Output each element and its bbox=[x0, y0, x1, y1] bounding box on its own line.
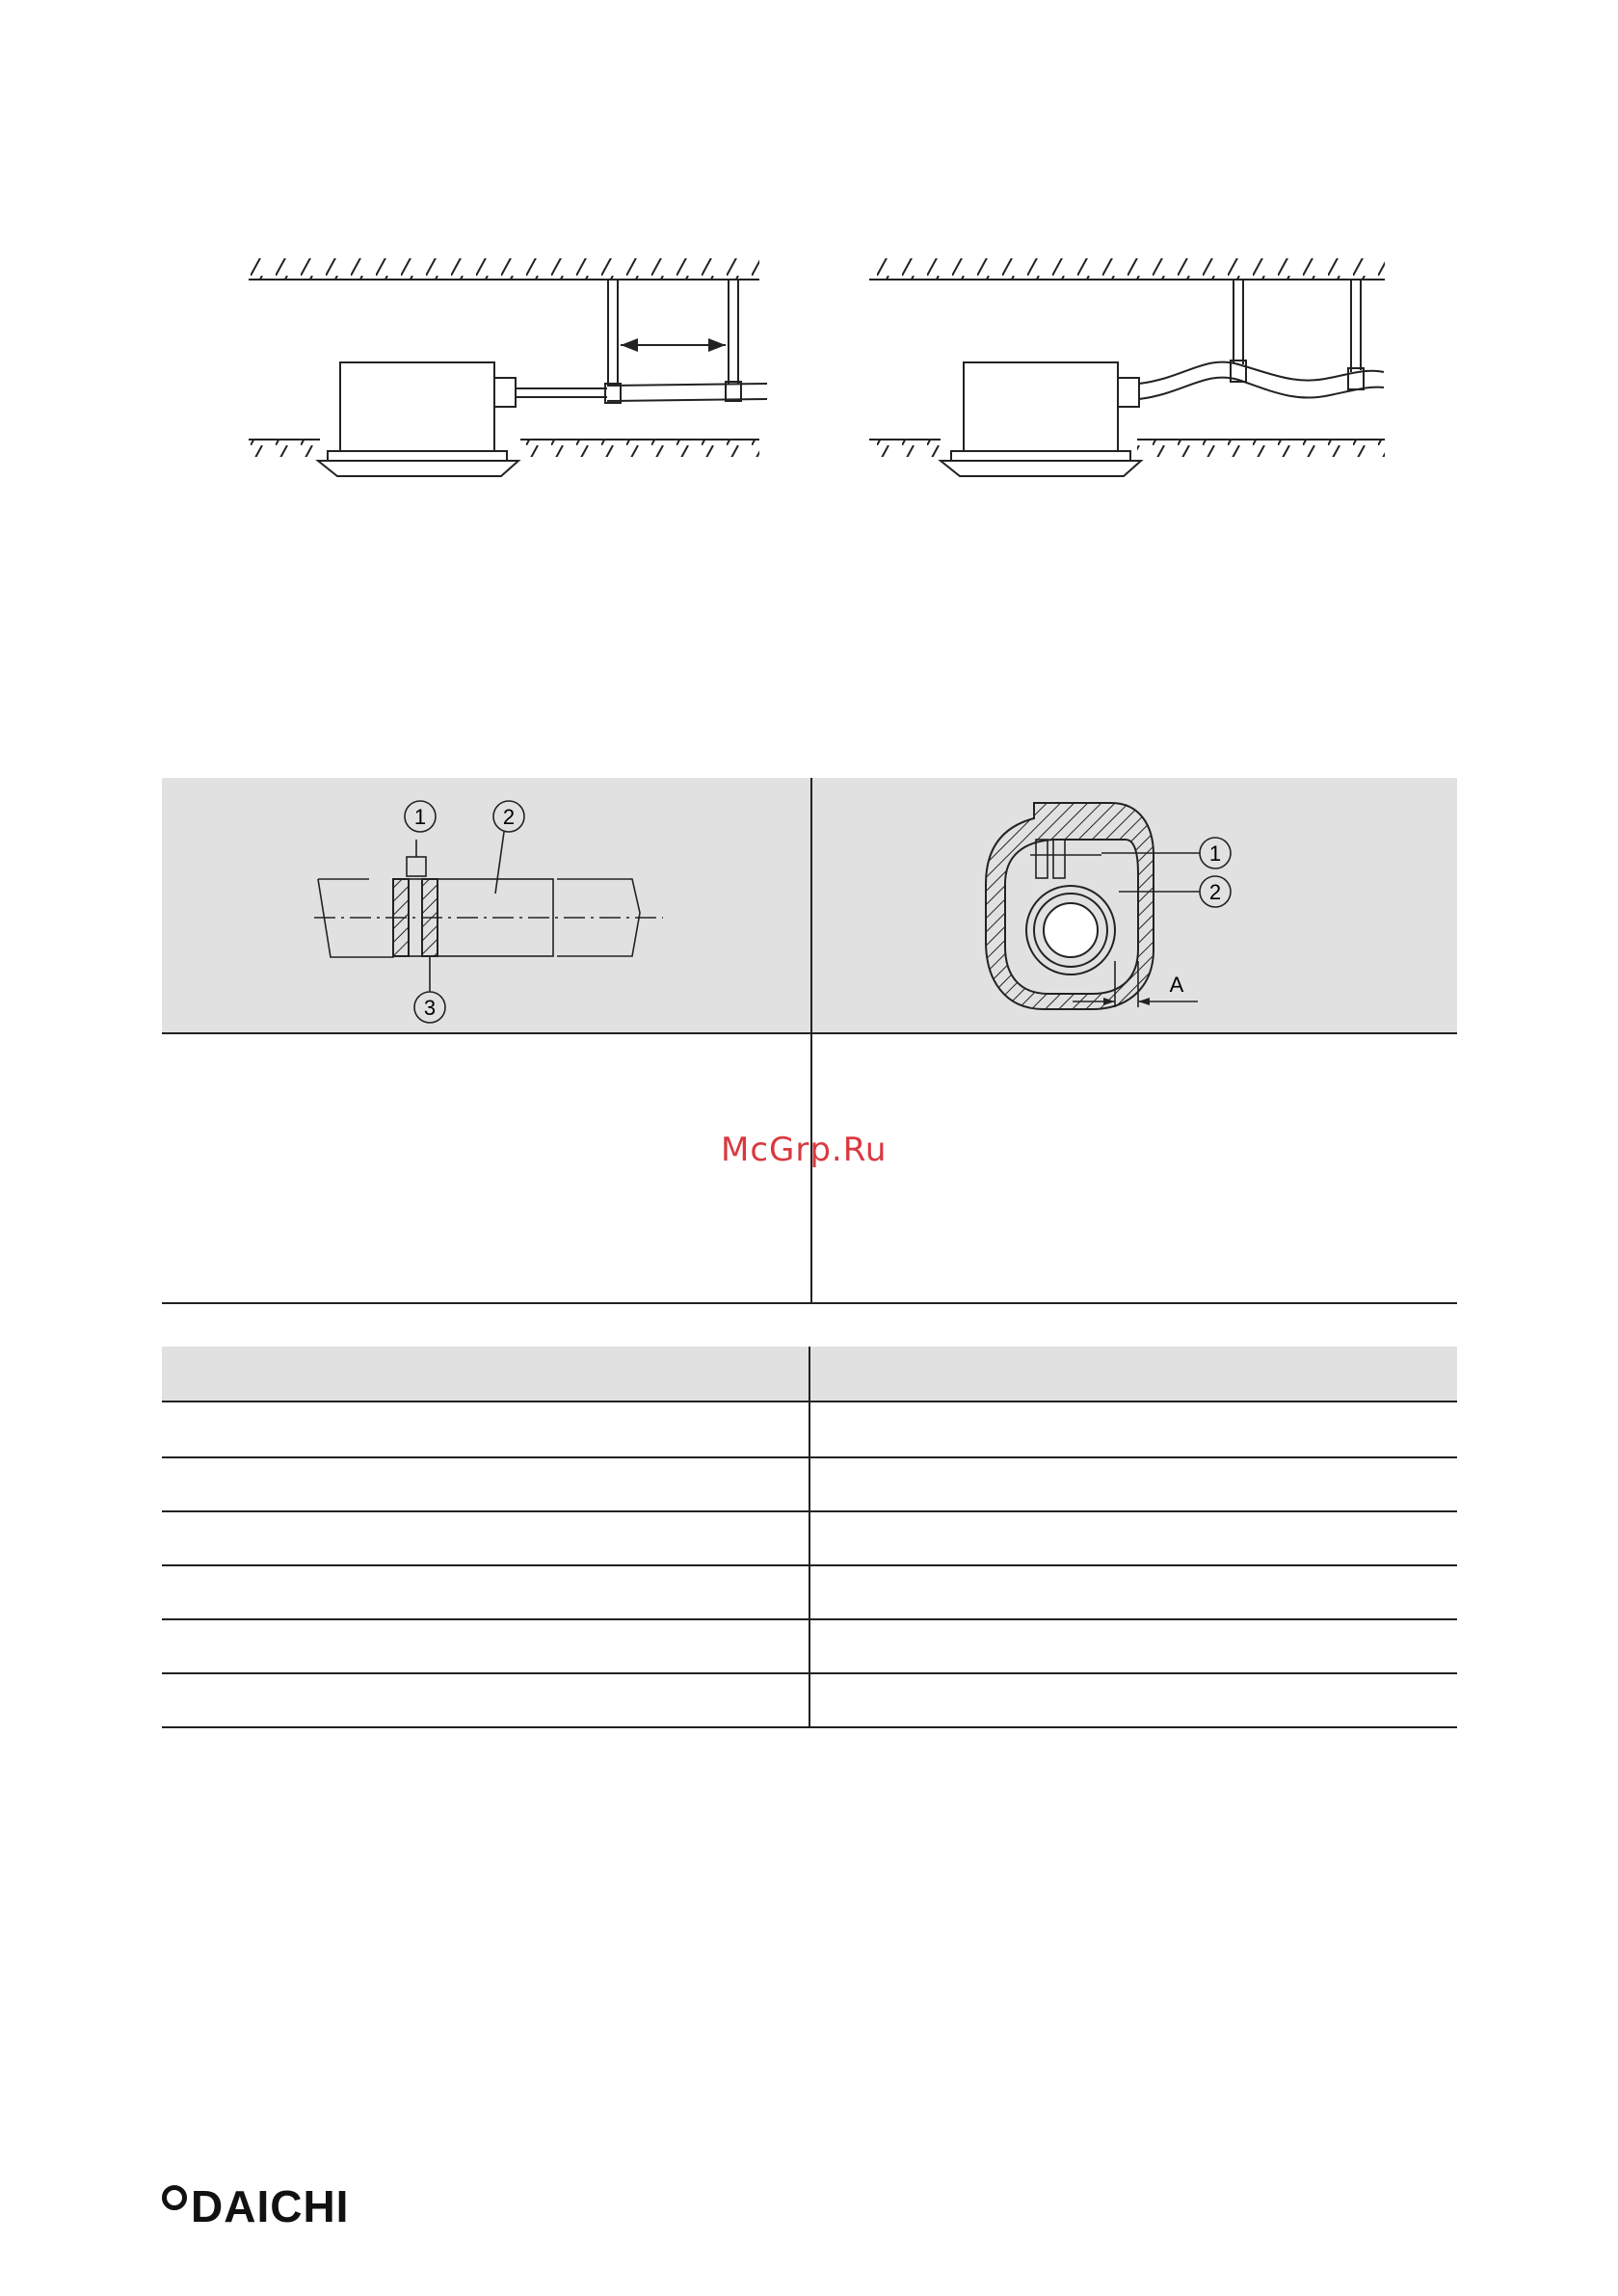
table-row bbox=[162, 1564, 1457, 1620]
table-cell bbox=[810, 1672, 1457, 1726]
brand-logo bbox=[162, 2180, 349, 2232]
figure-text-left bbox=[162, 1034, 812, 1304]
table-cell bbox=[162, 1402, 810, 1456]
table-row bbox=[162, 1456, 1457, 1512]
table-cell bbox=[810, 1402, 1457, 1456]
table-header bbox=[162, 1347, 1457, 1402]
figure-cell-left bbox=[162, 778, 812, 1034]
table-cell bbox=[810, 1564, 1457, 1618]
header-cell bbox=[162, 1347, 810, 1401]
callout-2: 2 bbox=[502, 805, 516, 829]
table-cell bbox=[162, 1618, 810, 1672]
pipe-insulation-section bbox=[812, 778, 1457, 1032]
watermark: McGrp.Ru bbox=[721, 1131, 888, 1169]
header-cell bbox=[810, 1347, 1457, 1401]
table-row bbox=[162, 1510, 1457, 1566]
table-cell bbox=[810, 1618, 1457, 1672]
callout-1: 1 bbox=[413, 805, 427, 829]
callout-3: 3 bbox=[423, 996, 437, 1020]
table-row bbox=[162, 1672, 1457, 1728]
pipe-support-diagrams bbox=[0, 0, 1618, 578]
table-cell bbox=[162, 1672, 810, 1726]
dimension-a-label: A bbox=[1169, 973, 1184, 997]
table-cell bbox=[162, 1510, 810, 1564]
pipe-clamp-diagram bbox=[162, 778, 810, 1032]
table-cell bbox=[162, 1564, 810, 1618]
logo-dot-icon bbox=[162, 2185, 187, 2210]
callout-1: 1 bbox=[1208, 841, 1222, 866]
callout-2: 2 bbox=[1208, 880, 1222, 904]
figure-cell-right bbox=[812, 778, 1457, 1034]
figure-text-right bbox=[812, 1034, 1457, 1304]
table-row bbox=[162, 1618, 1457, 1674]
table-cell bbox=[810, 1510, 1457, 1564]
figure-table bbox=[162, 778, 1457, 1304]
brand-name: DAICHI bbox=[191, 2181, 350, 2231]
table-cell bbox=[162, 1456, 810, 1510]
table-cell bbox=[810, 1456, 1457, 1510]
diagram-correct-support bbox=[249, 258, 767, 476]
table-row bbox=[162, 1402, 1457, 1458]
diagram-incorrect-support bbox=[869, 258, 1385, 476]
